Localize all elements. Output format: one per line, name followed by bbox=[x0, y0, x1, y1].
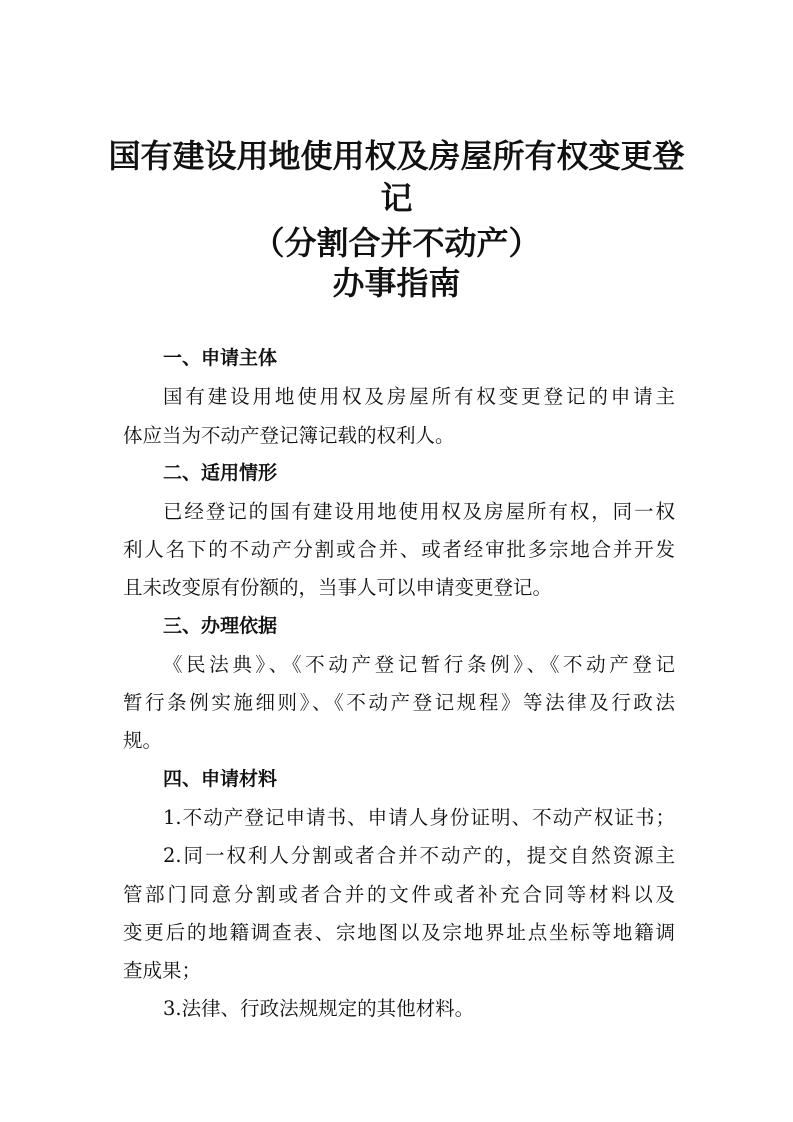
section-heading-applicant: 一、申请主体 bbox=[163, 347, 278, 369]
paragraph-line: 管部门同意分割或者合并的文件或者补充合同等材料以及 bbox=[123, 883, 675, 906]
document-title-line-1: 国有建设用地使用权及房屋所有权变更登 bbox=[108, 137, 685, 175]
paragraph-line: 规。 bbox=[123, 729, 163, 752]
paragraph-line: 变更后的地籍调查表、宗地图以及宗地界址点坐标等地籍调 bbox=[123, 921, 675, 944]
paragraph-line: 国有建设用地使用权及房屋所有权变更登记的申请主 bbox=[163, 385, 675, 408]
section-heading-legal-basis: 三、办理依据 bbox=[163, 615, 278, 637]
paragraph-line: 利人名下的不动产分割或合并、或者经审批多宗地合并开发 bbox=[123, 538, 675, 561]
document-title-line-2: 记 bbox=[380, 179, 413, 217]
paragraph-line: 《民法典》、《不动产登记暂行条例》、《不动产登记 bbox=[163, 653, 675, 676]
list-item: 1.不动产登记申请书、申请人身份证明、不动产权证书； bbox=[163, 806, 675, 829]
section-heading-applicable-cases: 二、适用情形 bbox=[163, 462, 278, 484]
paragraph-line: 已经登记的国有建设用地使用权及房屋所有权，同一权 bbox=[163, 500, 675, 523]
paragraph-line: 查成果； bbox=[123, 959, 202, 982]
list-item: 2.同一权利人分割或者合并不动产的，提交自然资源主 bbox=[163, 844, 675, 867]
paragraph-line: 暂行条例实施细则》、《不动产登记规程》等法律及行政法 bbox=[123, 691, 675, 714]
list-item: 3.法律、行政法规规定的其他材料。 bbox=[163, 997, 475, 1020]
document-title-line-4: 办事指南 bbox=[332, 264, 461, 302]
section-heading-application-materials: 四、申请材料 bbox=[163, 768, 278, 790]
paragraph-line: 且未改变原有份额的，当事人可以申请变更登记。 bbox=[123, 576, 553, 599]
document-title-line-3: （分割合并不动产） bbox=[252, 224, 541, 262]
paragraph-line: 体应当为不动产登记簿记载的权利人。 bbox=[123, 424, 455, 447]
